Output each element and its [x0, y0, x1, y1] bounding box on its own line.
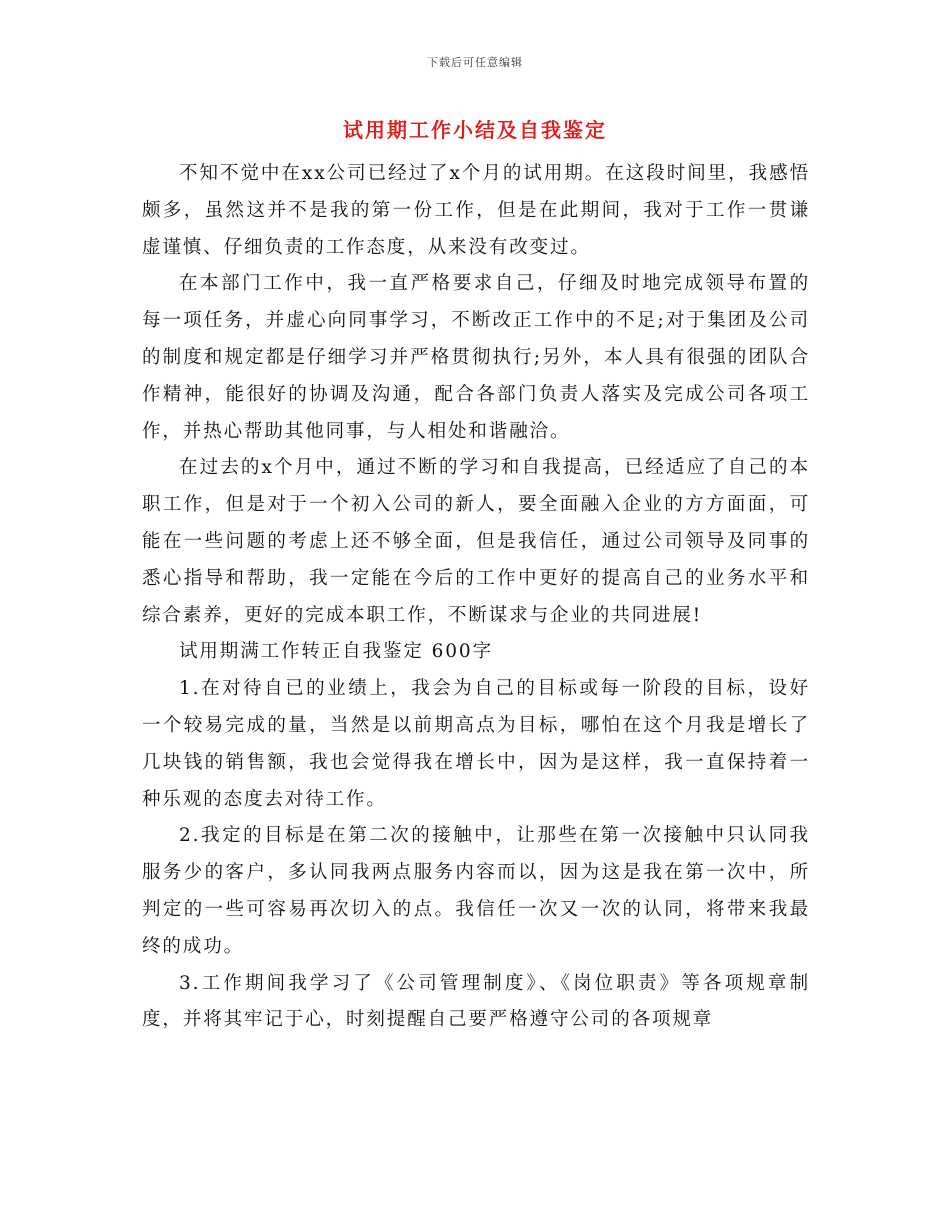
- paragraph-past-months: 在过去的x个月中，通过不断的学习和自我提高，已经适应了自己的本职工作，但是对于一个初入公司的新人，要全面融入企业的方方面面，可能在一些问题的考虑上还不够全面，但是我信任，通过公司领导及同事的悉心指导和帮助，我一定能在今后的工作中更好的提高自己的业务水平和综合素养，更好的完成本职工作，不断谋求与企业的共同进展!: [142, 457, 810, 626]
- paragraph-item-1: 1.在对待自已的业绩上，我会为自己的目标或每一阶段的目标，设好一个较易完成的量，当然是以前期高点为目标，哪怕在这个月我是增长了几块钱的销售额，我也会觉得我在增长中，因为是这样，我一直保持着一种乐观的态度去对待工作。: [142, 678, 810, 810]
- paragraph-item-2: 2.我定的目标是在第二次的接触中，让那些在第一次接触中只认同我服务少的客户，多认同我两点服务内容而以，因为这是我在第一次中，所判定的一些可容易再次切入的点。我信任一次又一次的认同，将带来我最终的成功。: [142, 825, 810, 957]
- header-note: 下载后可任意编辑: [427, 56, 523, 69]
- document-title: 试用期工作小结及自我鉴定: [343, 118, 607, 142]
- paragraph-department-work: 在本部门工作中，我一直严格要求自己，仔细及时地完成领导布置的每一项任务，并虚心向同事学习，不断改正工作中的不足;对于集团及公司的制度和规定都是仔细学习并严格贯彻执行;另外，本人具有很强的团队合作精神，能很好的协调及沟通，配合各部门负责人落实及完成公司各项工作，并热心帮助其他同事，与人相处和谐融洽。: [142, 273, 810, 442]
- paragraph-intro: 不知不觉中在xx公司已经过了x个月的试用期。在这段时间里，我感悟颇多，虽然这并不是我的第一份工作，但是在此期间，我对于工作一贯谦虚谨慎、仔细负责的工作态度，从来没有改变过。: [142, 163, 810, 258]
- section-heading: 试用期满工作转正自我鉴定 600字: [179, 641, 493, 663]
- paragraph-item-3: 3.工作期间我学习了《公司管理制度》、《岗位职责》等各项规章制度，并将其牢记于心，时刻提醒自己要严格遵守公司的各项规章: [142, 972, 810, 1031]
- document-body: [142, 156, 810, 1039]
